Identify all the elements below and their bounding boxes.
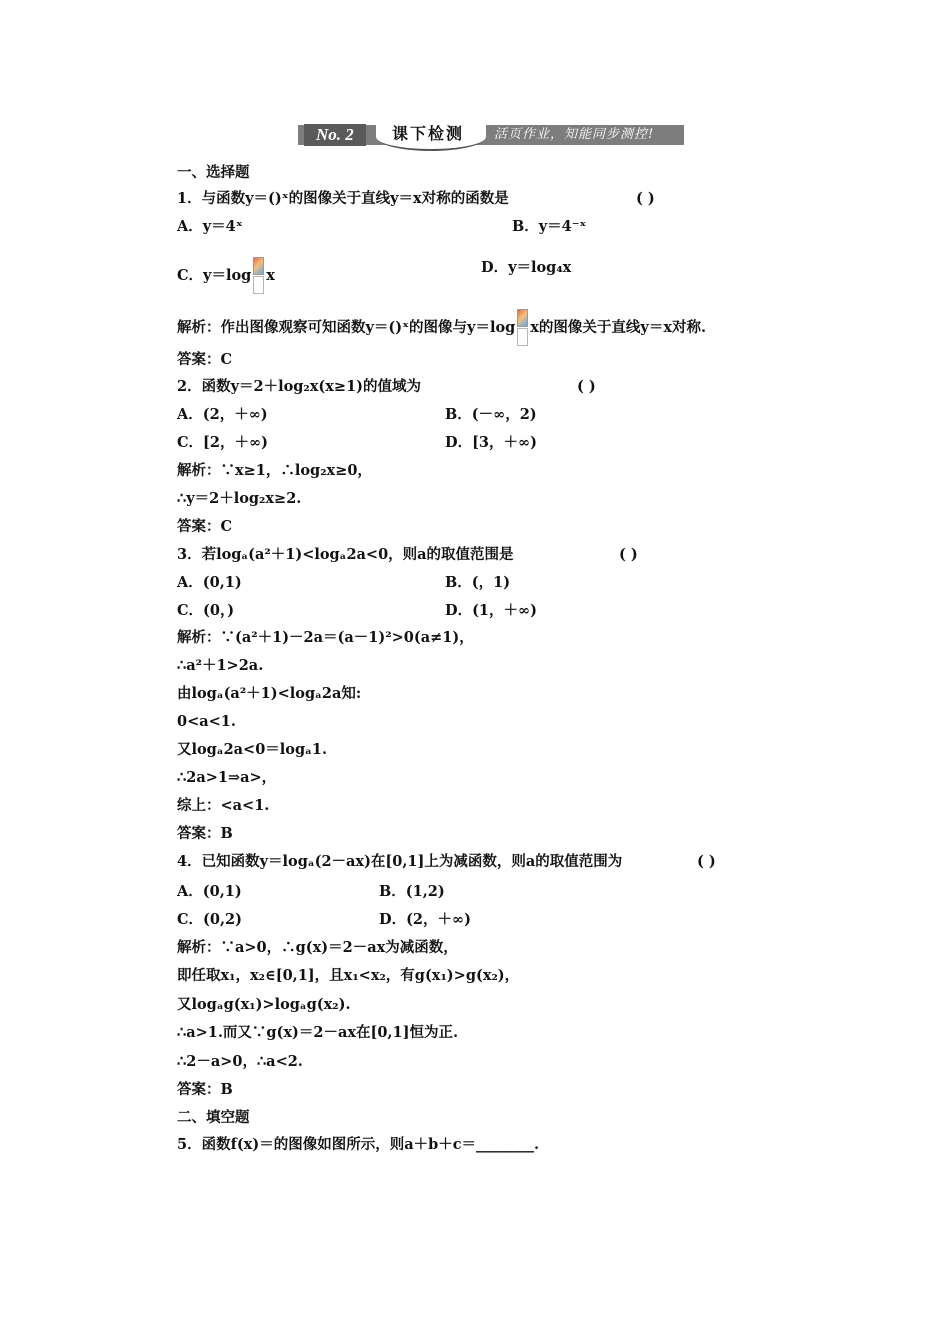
- option-d: D．(1，＋∞): [445, 602, 537, 619]
- banner-slogan: 活页作业，知能同步测控!: [494, 127, 655, 142]
- answer-paren: ( ): [619, 546, 638, 563]
- option-c: C．y＝log x: [177, 257, 275, 295]
- question-stem: 5．函数f(x)＝的图像如图所示，则a＋b＋c＝________.: [177, 1136, 540, 1153]
- banner-title: 课下检测: [392, 124, 465, 143]
- analysis-text: 0<a<1.: [177, 713, 236, 730]
- analysis-text: 解析：∵x≥1，∴log₂x≥0，: [177, 462, 372, 479]
- option-c: C．[2，＋∞): [177, 434, 268, 451]
- option-a: A．y＝4ˣ: [177, 218, 243, 235]
- option-d: D．[3，＋∞): [445, 434, 537, 451]
- analysis-text: ∴a>1.而又∵g(x)＝2－ax在[0,1]恒为正.: [177, 1024, 459, 1041]
- question-stem: 2．函数y＝2＋log₂x(x≥1)的值域为: [177, 378, 422, 395]
- answer-text: 答案：B: [177, 1081, 233, 1098]
- answer-paren: ( ): [636, 190, 655, 207]
- answer-text: 答案：C: [177, 351, 233, 368]
- option-a: A．(0,1): [177, 574, 242, 591]
- section-heading: 一、选择题: [177, 165, 250, 181]
- analysis-text: ∴y＝2＋log₂x≥2.: [177, 490, 302, 507]
- option-b: B．(－∞，2): [445, 406, 537, 423]
- analysis-text: 即任取x₁，x₂∈[0,1]，且x₁<x₂，有g(x₁)>g(x₂)，: [177, 967, 520, 984]
- analysis-text: 由logₐ(a²＋1)<logₐ2a知:: [177, 685, 362, 702]
- question-stem: 3．若logₐ(a²＋1)<logₐ2a<0，则a的取值范围是: [177, 546, 514, 563]
- answer-paren: ( ): [697, 853, 716, 870]
- section-heading: 二、填空题: [177, 1110, 250, 1126]
- option-d: D．y＝log₄x: [481, 259, 572, 276]
- option-a: A．(2，＋∞): [177, 406, 268, 423]
- answer-text: 答案：C: [177, 518, 233, 535]
- analysis-text: 解析：∵(a²＋1)－2a＝(a－1)²>0(a≠1)，: [177, 629, 474, 646]
- formula-image-icon: [516, 309, 529, 347]
- option-c: C．(0，): [177, 602, 235, 619]
- answer-text: 答案：B: [177, 825, 233, 842]
- answer-paren: ( ): [577, 378, 596, 395]
- analysis-text: ∴a²＋1>2a.: [177, 657, 264, 674]
- analysis-text: ∴2a>1⇒a>，: [177, 769, 277, 786]
- option-a: A．(0,1): [177, 883, 242, 900]
- analysis-text: 综上：<a<1.: [177, 797, 270, 814]
- analysis-text: 又logₐ2a<0＝logₐ1.: [177, 741, 328, 758]
- option-b: B．y＝4⁻ˣ: [512, 218, 587, 235]
- option-b: B．(1,2): [379, 883, 445, 900]
- analysis-text: ∴2－a>0，∴a<2.: [177, 1053, 303, 1070]
- analysis-text: 解析：∵a>0，∴g(x)＝2－ax为减函数，: [177, 939, 458, 956]
- banner-number: No. 2: [304, 124, 366, 146]
- option-d: D．(2，＋∞): [379, 911, 471, 928]
- analysis-text: 又logₐg(x₁)>logₐg(x₂).: [177, 996, 351, 1013]
- question-stem: 1．与函数y＝()ˣ的图像关于直线y＝x对称的函数是: [177, 190, 509, 207]
- formula-image-icon: [252, 257, 265, 295]
- option-c: C．(0,2): [177, 911, 242, 928]
- section-banner: [298, 121, 684, 149]
- question-stem: 4．已知函数y＝logₐ(2－ax)在[0,1]上为减函数，则a的取值范围为: [177, 853, 623, 870]
- analysis-text: 解析：作出图像观察可知函数y＝()ˣ的图像与y＝log x的图像关于直线y＝x对称.: [177, 309, 706, 347]
- option-b: B．(，1): [445, 574, 511, 591]
